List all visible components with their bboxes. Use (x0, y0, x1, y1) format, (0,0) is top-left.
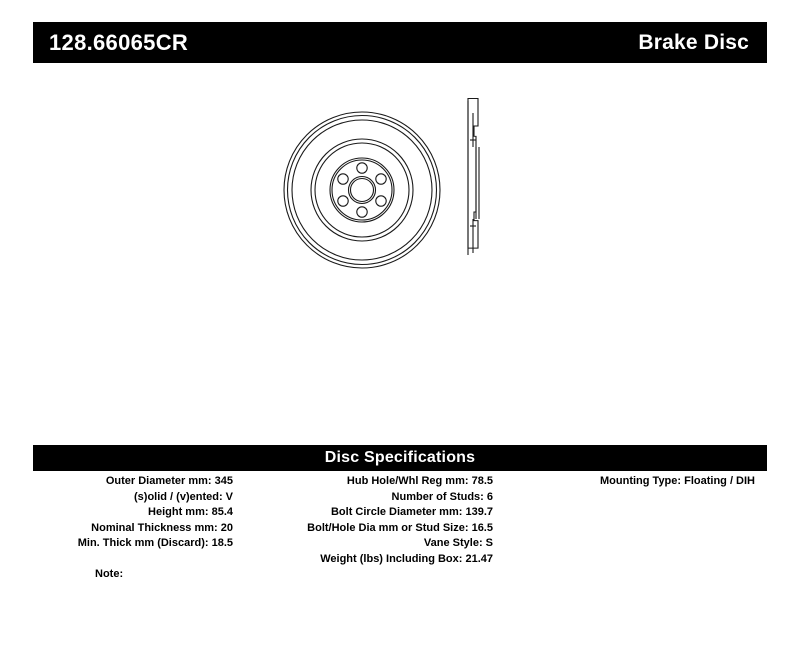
spec-item: Number of Studs: 6 (391, 490, 493, 503)
product-type: Brake Disc (638, 31, 749, 54)
spec-item: Nominal Thickness mm: 20 (91, 521, 233, 534)
spec-columns (33, 474, 767, 567)
spec-item: Bolt Circle Diameter mm: 139.7 (330, 506, 493, 518)
spec-item: Weight (lbs) Including Box: 21.47 (320, 552, 493, 565)
spec-item: Vane Style: S (423, 537, 493, 549)
rotor-edge-view (468, 98, 479, 255)
rotor-drawing (270, 95, 530, 285)
spec-item: Outer Diameter mm: 345 (105, 475, 233, 487)
spec-column-middle (243, 474, 503, 567)
rotor-drawing-svg (270, 95, 530, 285)
spec-column-left (33, 474, 243, 567)
spec-item: Mounting Type: Floating / DIH (600, 475, 755, 487)
note-row (33, 568, 767, 580)
note-label: Note: (95, 568, 124, 580)
rotor-face-view (284, 112, 440, 268)
spec-item: Bolt/Hole Dia mm or Stud Size: 16.5 (307, 521, 493, 534)
spec-item: (s)olid / (v)ented: V (134, 490, 233, 503)
spec-item: Height mm: 85.4 (148, 506, 233, 518)
spec-title: Disc Specifications (324, 449, 476, 466)
spec-item: Hub Hole/Whl Reg mm: 78.5 (346, 475, 493, 487)
spec-title-bar (33, 445, 767, 471)
header-bar (33, 22, 767, 63)
spec-item: Min. Thick mm (Discard): 18.5 (77, 537, 233, 549)
spec-column-right (503, 474, 767, 567)
part-number: 128.66065CR (49, 29, 189, 55)
